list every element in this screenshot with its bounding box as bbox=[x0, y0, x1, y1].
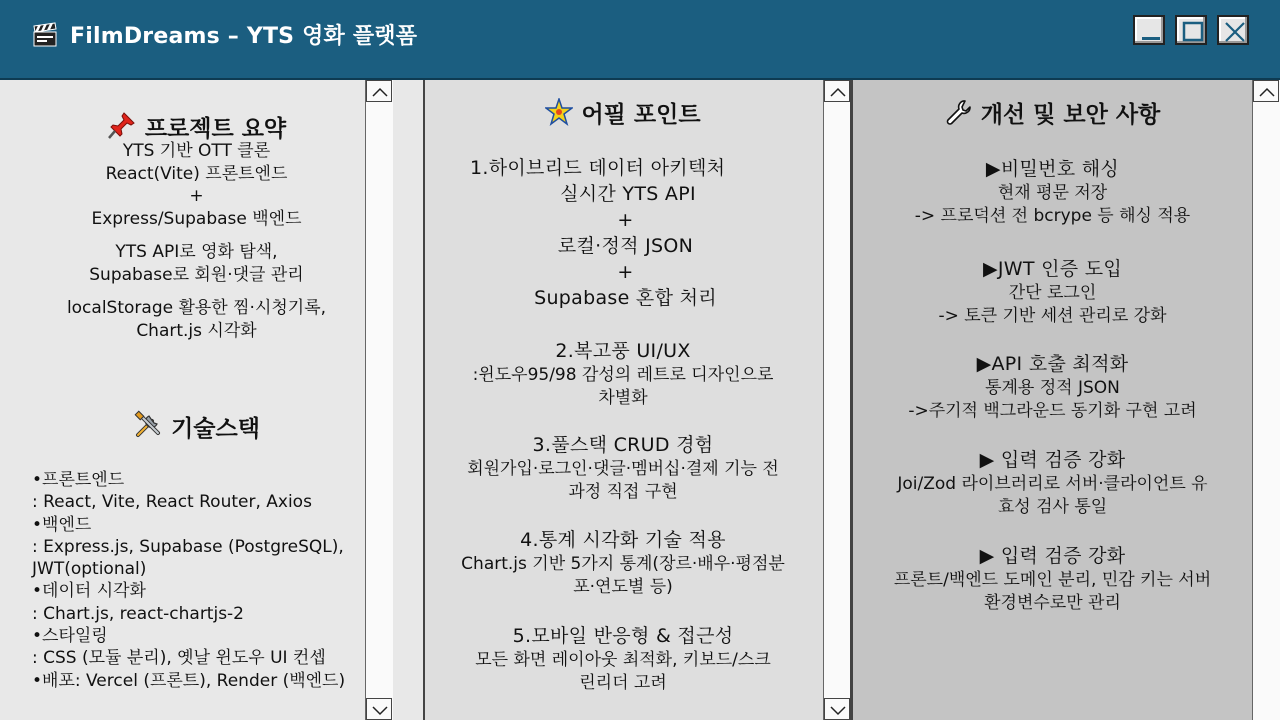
appeal-item-title: 2.복고풍 UI/UX bbox=[555, 340, 691, 362]
improvement-text: 환경변수로만 관리 bbox=[984, 592, 1121, 613]
appeal-item-3 bbox=[425, 432, 821, 503]
improvement-text: 간단 로그인 bbox=[1008, 283, 1097, 303]
improvement-text: 현재 평문 저장 bbox=[997, 183, 1108, 203]
appeal-item-text: + bbox=[617, 209, 634, 231]
improvements-title: 개선 및 보안 사항 bbox=[980, 102, 1161, 128]
improvement-text: -> 토큰 기반 세션 관리로 강화 bbox=[938, 305, 1167, 326]
list-item: •프론트엔드 bbox=[32, 470, 125, 490]
appeal-item-text: 실시간 YTS API bbox=[560, 183, 696, 205]
chevron-down-icon bbox=[828, 702, 848, 718]
improvement-text: -> 프로덕션 전 bcrype 등 해싱 적용 bbox=[914, 205, 1191, 226]
improvement-item bbox=[853, 543, 1252, 614]
pushpin-icon bbox=[107, 110, 137, 140]
title-bar[interactable] bbox=[0, 0, 1280, 80]
maximize-button[interactable] bbox=[1175, 15, 1207, 45]
appeal-item-5 bbox=[425, 623, 821, 694]
window-title: FilmDreams – YTS 영화 플랫폼 bbox=[70, 24, 418, 49]
appeal-item-2 bbox=[425, 338, 821, 409]
appeal-item-text: 로컬·정적 JSON bbox=[557, 235, 694, 257]
summary-title: 프로젝트 요약 bbox=[144, 116, 287, 142]
appeal-item-1 bbox=[430, 155, 821, 311]
improvement-text: Joi/Zod 라이브러리로 서버·클라이언트 유 bbox=[897, 474, 1208, 494]
summary-line: React(Vite) 프론트엔드 bbox=[105, 163, 288, 184]
improvement-title: ▶ 입력 검증 강화 bbox=[979, 449, 1126, 471]
maximize-icon bbox=[1181, 21, 1205, 43]
minimize-button[interactable] bbox=[1133, 15, 1165, 45]
chevron-up-icon bbox=[370, 84, 390, 100]
appeal-item-title: 5.모바일 반응형 & 접근성 bbox=[512, 625, 734, 647]
appeal-title: 어필 포인트 bbox=[581, 102, 701, 128]
improvements-heading bbox=[853, 96, 1252, 129]
scroll-down-button[interactable] bbox=[824, 698, 850, 720]
list-item: : Chart.js, react-chartjs-2 bbox=[32, 603, 245, 624]
stack-title: 기술스택 bbox=[171, 416, 260, 442]
summary-line: YTS 기반 OTT 클론 bbox=[122, 141, 271, 161]
summary-line: + bbox=[189, 186, 204, 206]
summary-line: Express/Supabase 백엔드 bbox=[91, 208, 302, 229]
list-item: : Express.js, Supabase (PostgreSQL), bbox=[32, 536, 344, 557]
improvements-scrollbar[interactable] bbox=[1252, 80, 1280, 720]
scroll-up-button[interactable] bbox=[824, 80, 850, 102]
summary-line: YTS API로 영화 탐색, bbox=[115, 242, 278, 262]
summary-panel bbox=[0, 80, 423, 720]
stack-list bbox=[32, 469, 345, 692]
summary-line: Chart.js 시각화 bbox=[136, 320, 257, 341]
appeal-item-text: 차별화 bbox=[598, 387, 648, 408]
improvement-text: 통계용 정적 JSON bbox=[985, 378, 1120, 398]
appeal-scrollbar[interactable] bbox=[823, 80, 851, 720]
improvement-title: ▶JWT 인증 도입 bbox=[982, 258, 1123, 280]
list-item: •데이터 시각화 bbox=[32, 581, 146, 602]
chevron-up-icon bbox=[828, 84, 848, 100]
scroll-up-button[interactable] bbox=[1253, 80, 1279, 102]
improvement-text: 효성 검사 통일 bbox=[997, 496, 1108, 517]
list-item: •배포: Vercel (프론트), Render (백엔드) bbox=[32, 670, 346, 691]
summary-scrollbar[interactable] bbox=[365, 80, 393, 720]
list-item: : CSS (모듈 분리), 옛날 윈도우 UI 컨셉 bbox=[32, 648, 326, 669]
scroll-down-button[interactable] bbox=[366, 698, 392, 720]
appeal-item-text: 회원가입·로그인·댓글·멤버십·결제 기능 전 bbox=[467, 459, 779, 479]
improvement-item bbox=[853, 447, 1252, 518]
appeal-item-4 bbox=[425, 527, 821, 598]
chevron-down-icon bbox=[370, 702, 390, 718]
appeal-item-text: Supabase 혼합 처리 bbox=[534, 287, 717, 309]
scroll-up-button[interactable] bbox=[366, 80, 392, 102]
summary-line: Supabase로 회원·댓글 관리 bbox=[89, 264, 304, 285]
close-icon bbox=[1223, 21, 1247, 43]
improvement-title: ▶ 입력 검증 강화 bbox=[979, 545, 1126, 567]
star-icon bbox=[545, 98, 573, 126]
appeal-item-text: 포·연도별 등) bbox=[573, 576, 673, 597]
improvement-item bbox=[853, 156, 1252, 227]
appeal-heading bbox=[425, 96, 821, 129]
appeal-item-text: Chart.js 기반 5가지 통계(장르·배우·평점분 bbox=[461, 554, 785, 574]
stack-heading bbox=[0, 410, 393, 443]
improvement-text: 프론트/백엔드 도메인 분리, 민감 키는 서버 bbox=[893, 570, 1212, 590]
tools-icon bbox=[133, 410, 163, 440]
list-item: JWT(optional) bbox=[32, 559, 147, 580]
appeal-item-text: 린리더 고려 bbox=[579, 672, 667, 693]
clapperboard-icon bbox=[32, 22, 58, 48]
improvement-text: ->주기적 백그라운드 동기화 구현 고려 bbox=[908, 400, 1197, 421]
appeal-item-title: 1.하이브리드 데이터 아키텍처 bbox=[470, 157, 726, 179]
summary-line: localStorage 활용한 찜·시청기록, bbox=[66, 298, 327, 318]
summary-heading bbox=[0, 110, 393, 143]
appeal-item-title: 4.통계 시각화 기술 적용 bbox=[520, 529, 726, 551]
appeal-panel bbox=[423, 80, 851, 720]
minimize-icon bbox=[1139, 21, 1163, 43]
improvement-title: ▶비밀번호 해싱 bbox=[985, 158, 1120, 180]
improvement-title: ▶API 호출 최적화 bbox=[976, 353, 1129, 375]
summary-text bbox=[0, 140, 393, 342]
list-item: •백엔드 bbox=[32, 514, 92, 535]
improvements-panel bbox=[851, 80, 1280, 720]
list-item: : React, Vite, React Router, Axios bbox=[32, 492, 312, 513]
appeal-item-text: 모든 화면 레이아웃 최적화, 키보드/스크 bbox=[475, 650, 771, 670]
list-item: •스타일링 bbox=[32, 626, 108, 647]
close-button[interactable] bbox=[1217, 15, 1249, 45]
appeal-item-text: 과정 직접 구현 bbox=[568, 481, 678, 502]
appeal-item-text: + bbox=[617, 261, 634, 283]
improvement-item bbox=[853, 351, 1252, 422]
appeal-item-title: 3.풀스택 CRUD 경험 bbox=[532, 434, 714, 456]
appeal-item-text: :윈도우95/98 감성의 레트로 디자인으로 bbox=[472, 365, 774, 385]
wrench-icon bbox=[945, 98, 973, 126]
improvement-item bbox=[853, 256, 1252, 327]
chevron-up-icon bbox=[1257, 84, 1277, 100]
